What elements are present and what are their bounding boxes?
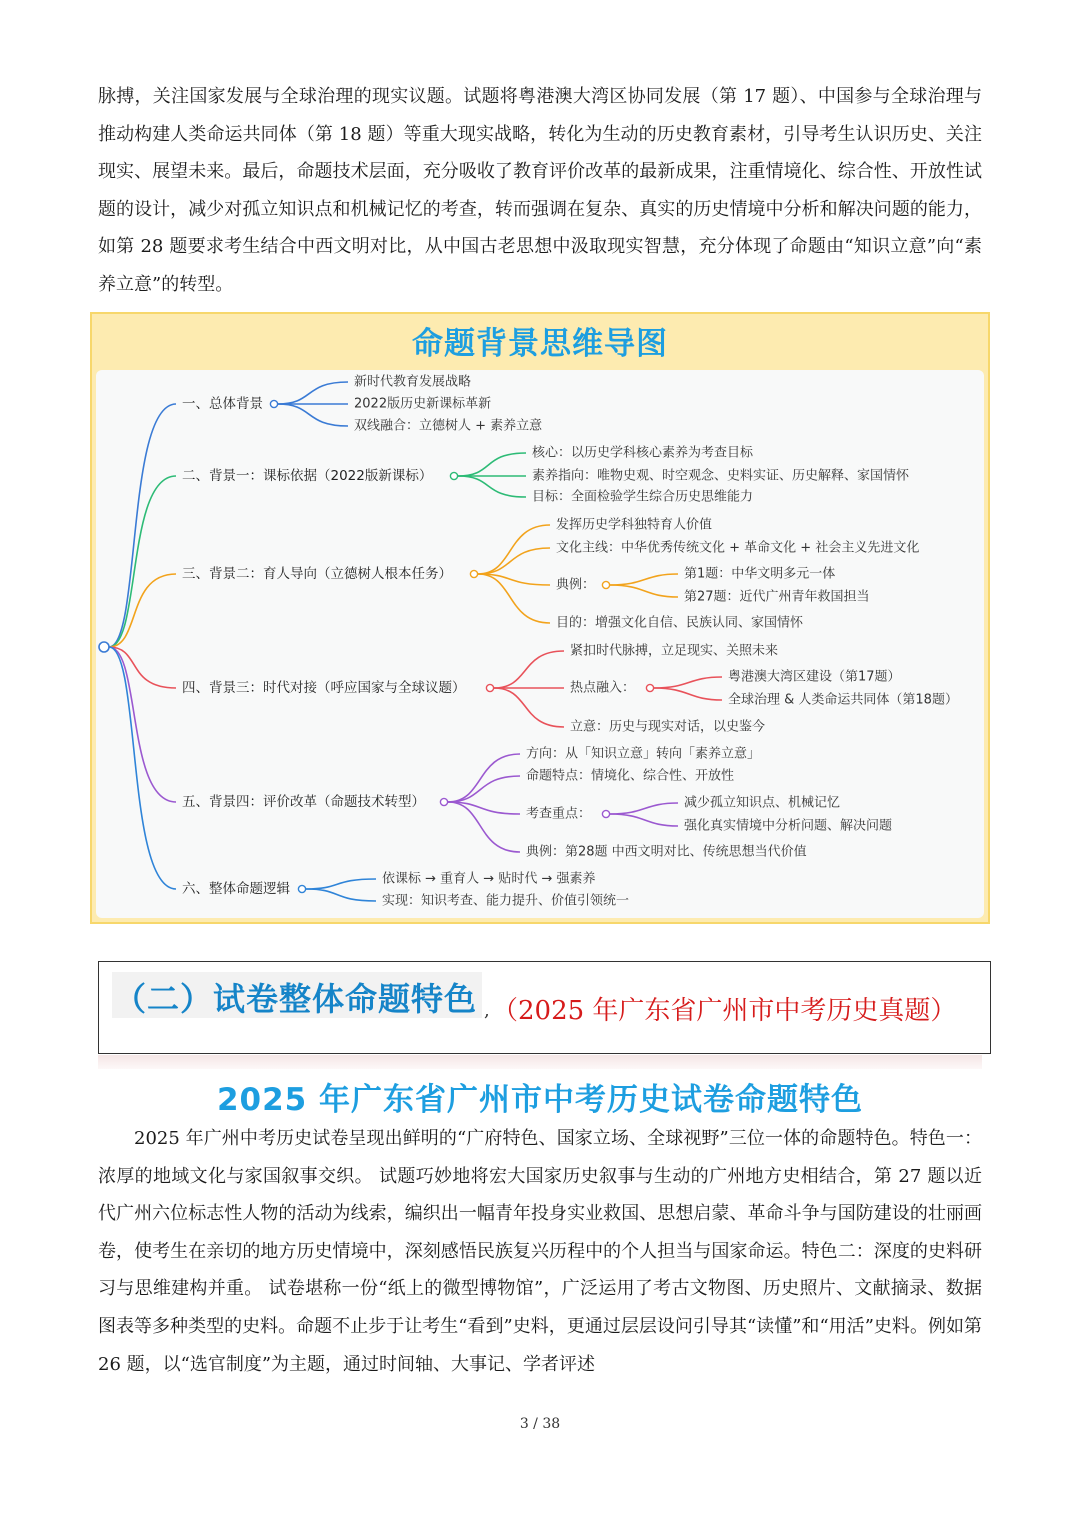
mind-map-branch-node (486, 684, 493, 691)
mind-map-item: 目标：全面检验学生综合历史思维能力 (532, 489, 754, 505)
mind-map-item-link (306, 889, 376, 901)
mind-map-sub-link (610, 574, 678, 585)
intro-paragraph: 脉搏，关注国家发展与全球治理的现实议题。试题将粤港澳大湾区协同发展（第 17 题）、中国参与全球治理与推动构建人类命运共同体（第 18 题）等重大现实战略，转化为生动的历史教育素材，引导考生认识历史、关注现实、展望未来。最后，命题技术层面，充分吸收了教育评价改革的最新成果，注重情境化、综合性、开放性试题的设计，减少对孤立知识点和机械记忆的考查，转而强调在复杂、真实的历史情境中分析和解决问题的能力，如第 28 题要求考生结合中西文明对比，从中国古老思想中汲取现实智慧，充分体现了命题由“知识立意”向“素养立意”的转型。 (98, 86, 982, 295)
mind-map-item-link (278, 404, 348, 426)
mind-map-branch-label: 三、背景二：育人导向（立德树人根本任务） (182, 566, 452, 582)
mind-map-item: 典例：第28题 中西文明对比、传统思想当代价值 (526, 844, 807, 860)
mind-map-item: 2022版历史新课标革新 (354, 396, 492, 412)
mind-map-sub-link (654, 688, 722, 700)
mind-map-sub-item: 粤港澳大湾区建设（第17题） (728, 669, 901, 685)
page-heading: 2025 年广东省广州市中考历史试卷命题特色 (216, 1082, 864, 1118)
mind-map-sub-link (610, 585, 678, 597)
mind-map-sub-node (602, 810, 609, 817)
page-number: 3 / 38 (519, 1416, 561, 1432)
mind-map-branch-label: 六、整体命题逻辑 (182, 881, 290, 897)
mind-map-item-link (458, 476, 526, 497)
mind-map-branch-node (270, 400, 277, 407)
mind-map-item: 热点融入： (570, 680, 636, 696)
mind-map-branch-link (109, 476, 176, 647)
mind-map-sub-item: 减少孤立知识点、机械记忆 (684, 795, 841, 811)
mind-map-sub-link (610, 814, 678, 826)
section-shadow (98, 1055, 982, 1069)
mind-map-sub-link (654, 677, 722, 688)
mind-map-item: 双线融合：立德树人 + 素养立意 (354, 418, 543, 434)
mind-map-item: 文化主线：中华优秀传统文化 + 革命文化 + 社会主义先进文化 (556, 540, 920, 556)
mind-map-item: 依课标 → 重育人 → 贴时代 → 强素养 (382, 871, 596, 887)
mind-map-sub-item: 全球治理 & 人类命运共同体（第18题） (728, 692, 958, 708)
mind-map-branch-label: 五、背景四：评价改革（命题技术转型） (182, 794, 425, 810)
mind-map-item: 目的：增强文化自信、民族认同、家国情怀 (556, 615, 804, 631)
mind-map-root-node (99, 642, 109, 652)
mind-map-canvas (96, 370, 984, 918)
section-subheading: （2025 年广东省广州市中考历史真题） (492, 996, 957, 1026)
mind-map-branch-link (109, 647, 176, 889)
mind-map-item-link (478, 548, 550, 574)
mind-map-sub-item: 第27题：近代广州青年救国担当 (684, 589, 870, 605)
mind-map-branch-node (450, 472, 457, 479)
mind-map-branch-link (109, 647, 176, 802)
mind-map-item-link (478, 525, 550, 574)
mind-map-sub-link (610, 803, 678, 814)
mind-map-branch-node (470, 570, 477, 577)
mind-map-branch-node (440, 798, 447, 805)
mind-map-item: 方向：从「知识立意」转向「素养立意」 (526, 746, 761, 762)
mind-map-item-link (448, 776, 520, 802)
mind-map-item: 考查重点： (526, 806, 592, 822)
mind-map-branch-label: 四、背景三：时代对接（呼应国家与全球议题） (182, 680, 466, 696)
mind-map-item: 典例： (556, 577, 596, 593)
mind-map-item-link (306, 879, 376, 889)
mind-map-sub-node (602, 581, 609, 588)
mind-map-item: 素养指向：唯物史观、时空观念、史料实证、历史解释、家国情怀 (532, 468, 910, 484)
mind-map-item: 命题特点：情境化、综合性、开放性 (526, 768, 735, 784)
section-heading-separator: , (484, 1000, 490, 1021)
mind-map-item-link (458, 453, 526, 476)
mind-map-sub-node (646, 684, 653, 691)
mind-map-item-link (478, 574, 550, 623)
mind-map-item: 新时代教育发展战略 (354, 374, 472, 390)
mind-map-item: 核心：以历史学科核心素养为考查目标 (532, 445, 754, 461)
mind-map-item: 立意：历史与现实对话，以史鉴今 (570, 719, 766, 735)
mind-map-sub-item: 第1题：中华文明多元一体 (684, 566, 836, 582)
mind-map-item-link (278, 382, 348, 404)
section-heading: （二）试卷整体命题特色 (114, 980, 478, 1018)
mind-map-branch-label: 二、背景一：课标依据（2022版新课标） (182, 468, 433, 484)
mind-map-item-link (494, 688, 564, 727)
mind-map-title: 命题背景思维导图 (412, 326, 668, 362)
mind-map-svg (96, 370, 984, 918)
mind-map-sub-item: 强化真实情境中分析问题、解决问题 (684, 818, 893, 834)
mind-map-item-link (448, 754, 520, 802)
mind-map-branch-node (298, 885, 305, 892)
features-paragraph: 2025 年广州中考历史试卷呈现出鲜明的“广府特色、国家立场、全球视野”三位一体的命题特色。特色一：浓厚的地域文化与家国叙事交织。 试题巧妙地将宏大国家历史叙事与生动的广州地方史相结合，第 27 题以近代广州六位标志性人物的活动为线索，编织出一幅青年投身实业救国、思想启蒙、革命斗争与国防建设的壮丽画卷，使考生在亲切的地方历史情境中，深刻感悟民族复兴历程中的个人担当与国家命运。特色二：深度的史料研习与思维建构并重。 试卷堪称一份“纸上的微型博物馆”，广泛运用了考古文物图、历史照片、文献摘录、数据图表等多种类型的史料。命题不止步于让考生“看到”史料，更通过层层设问引导其“读懂”和“用活”史料。例如第 26 题，以“选官制度”为主题，通过时间轴、大事记、学者评述 (98, 1128, 982, 1375)
mind-map-item: 发挥历史学科独特育人价值 (556, 517, 713, 533)
mind-map-item: 紧扣时代脉搏，立足现实、关照未来 (570, 643, 779, 659)
mind-map-item-link (494, 651, 564, 688)
mind-map-branch-label: 一、总体背景 (182, 396, 263, 412)
mind-map-item: 实现：知识考查、能力提升、价值引领统一 (382, 893, 630, 909)
